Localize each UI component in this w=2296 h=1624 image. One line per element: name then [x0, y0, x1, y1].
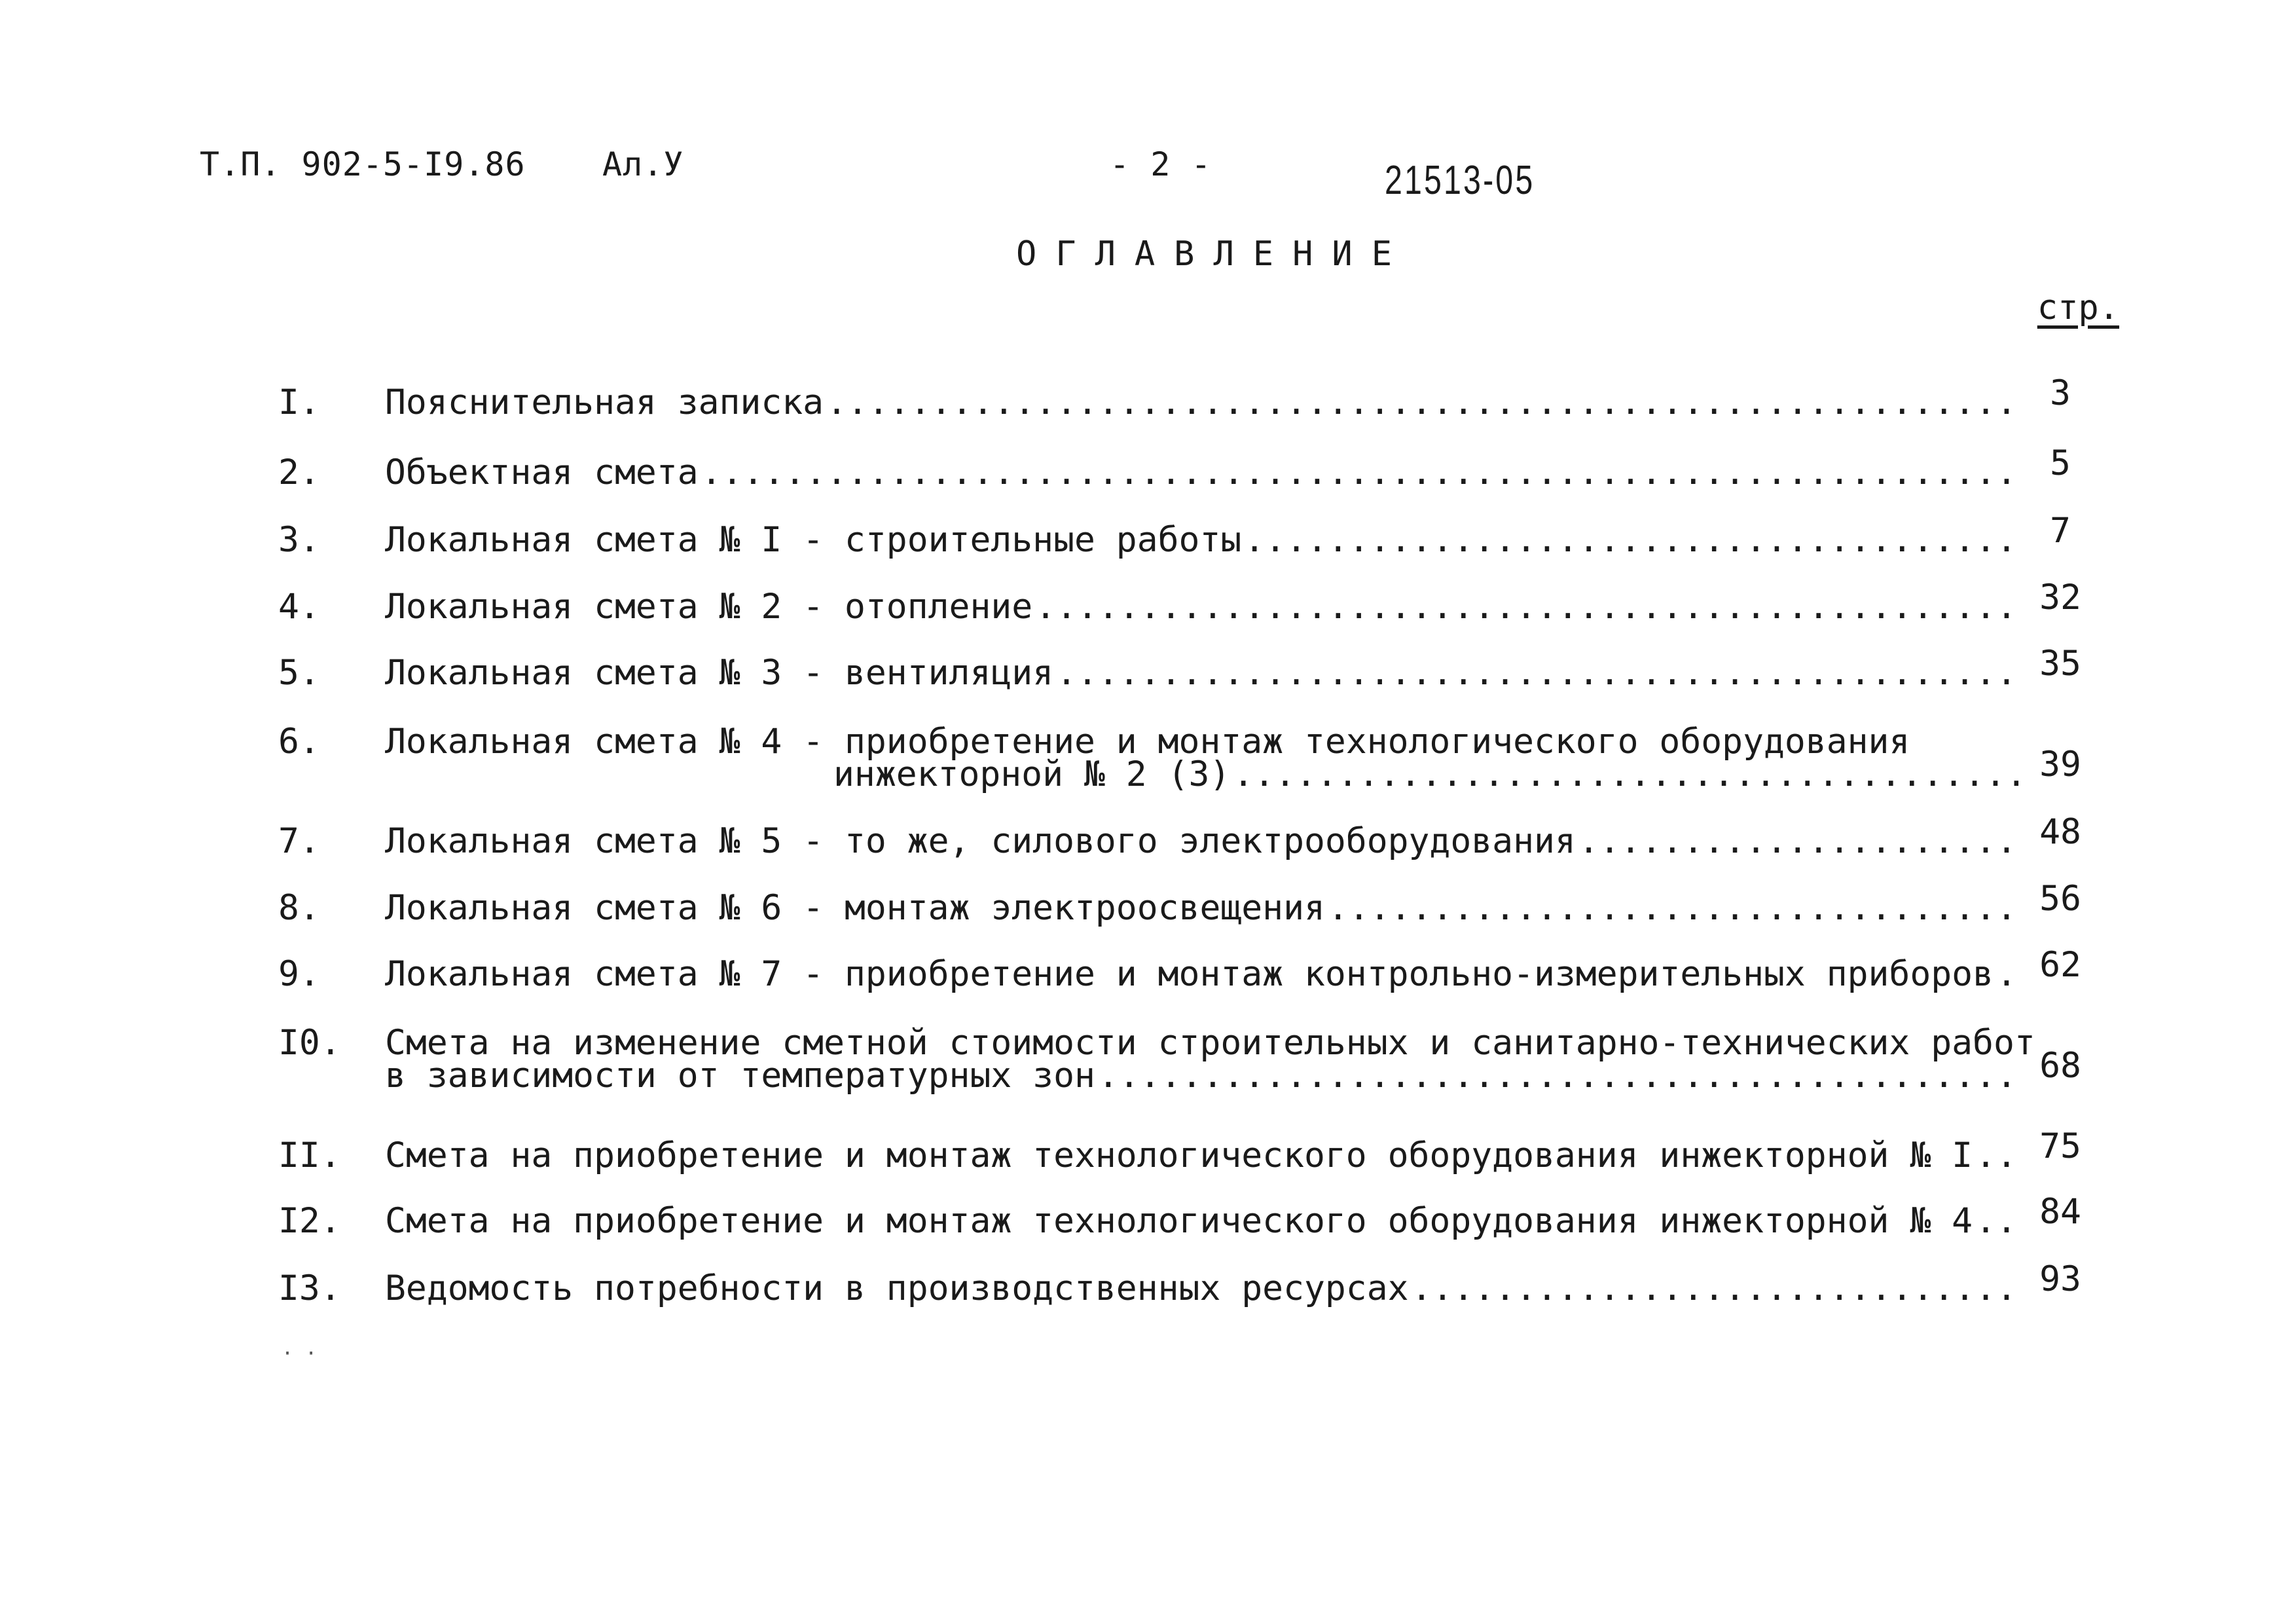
- toc-entry-title-line: [385, 821, 2018, 861]
- toc-entry-text: Локальная смета № 6 - монтаж электроосвещения: [385, 888, 1325, 928]
- toc-entry-title-line: [385, 1135, 2018, 1175]
- toc-entry-number: I3.: [278, 1268, 341, 1308]
- toc-entry-text: Локальная смета № I - строительные работы: [385, 520, 1242, 560]
- toc-entry-text: Пояснительная записка: [385, 382, 824, 422]
- dot-leader: [826, 386, 2018, 419]
- toc-entry-title-line: [385, 452, 2018, 492]
- toc-entry-page: 35: [2039, 644, 2081, 684]
- toc-entry-number: 2.: [278, 452, 320, 492]
- toc-entry-number: 8.: [278, 888, 320, 928]
- toc-entry-page: 7: [2050, 511, 2071, 551]
- toc-entry-title-line: [385, 587, 2018, 627]
- toc-entry-page: 48: [2039, 812, 2081, 852]
- toc-entry-page: 93: [2039, 1259, 2081, 1299]
- toc-entry-page: 68: [2039, 1046, 2081, 1086]
- dot-leader: [1975, 1205, 2018, 1238]
- toc-entry-text: Смета на приобретение и монтаж технологического оборудования инжекторной № 4: [385, 1201, 1973, 1241]
- toc-entry-page: 32: [2039, 578, 2081, 618]
- toc-entry-page: 3: [2050, 373, 2071, 413]
- toc-entry-text: Смета на приобретение и монтаж технологического оборудования инжекторной № I: [385, 1135, 1973, 1175]
- toc-entry-title-line: [385, 1201, 2018, 1241]
- toc-entry-number: 6.: [278, 722, 320, 762]
- toc-entry-number: I.: [278, 382, 320, 422]
- toc-entry-title: [385, 520, 2018, 560]
- toc-entry-title-line: [385, 888, 2018, 928]
- page-title: ОГЛАВЛЕНИЕ: [1015, 234, 1412, 274]
- toc-entry-title: [385, 1023, 2035, 1096]
- toc-entry-title-line: [385, 754, 2018, 794]
- toc-entry-number: 5.: [278, 653, 320, 693]
- toc-entry-number: 9.: [278, 954, 320, 994]
- dot-leader: [1244, 524, 2018, 557]
- toc-entry-number: 7.: [278, 821, 320, 861]
- toc-entry-number: I2.: [278, 1201, 341, 1241]
- toc-entry-text: в зависимости от температурных зон: [385, 1056, 1095, 1096]
- toc-entry-page: 5: [2050, 443, 2071, 483]
- toc-entry-title-line: [385, 382, 2018, 422]
- toc-entry-text: инжекторной № 2 (3): [833, 754, 1231, 794]
- toc-entry-text: Локальная смета № 4 - приобретение и монтаж технологического оборудования: [385, 722, 1910, 762]
- toc-entry-title-line: [385, 954, 2018, 994]
- toc-entry-title: [385, 821, 2018, 861]
- toc-entry-page: 75: [2039, 1126, 2081, 1166]
- toc-entry-page: 56: [2039, 879, 2081, 919]
- toc-entry-text: Ведомость потребности в производственных ресурсах: [385, 1268, 1409, 1308]
- toc-entry-title-line: [385, 722, 2018, 762]
- dot-leader: [1975, 1139, 2018, 1172]
- toc-entry-title: [385, 587, 2018, 627]
- archive-stamp: 21513-05: [1385, 158, 1535, 203]
- dot-leader: [1056, 657, 2018, 690]
- dot-leader: [1035, 591, 2018, 623]
- dot-leader: [1412, 1272, 2018, 1305]
- toc-entry-title-line: [385, 1268, 2018, 1308]
- toc-entry-title: [385, 1268, 2018, 1308]
- toc-entry-page: 84: [2039, 1192, 2081, 1232]
- toc-entry-title: [385, 722, 2018, 794]
- toc-entry-text: Локальная смета № 2 - отопление: [385, 587, 1033, 627]
- toc-entry-title: [385, 1135, 2018, 1175]
- toc-entry-number: I0.: [278, 1023, 341, 1063]
- toc-entry-text: Объектная смета: [385, 452, 699, 492]
- toc-entry-number: 4.: [278, 587, 320, 627]
- toc-entry-number: 3.: [278, 520, 320, 560]
- toc-entry-page: 62: [2039, 945, 2081, 985]
- toc-entry-title: [385, 452, 2018, 492]
- toc-entry-title-line: [385, 1023, 2035, 1063]
- toc-entry-title-line: [385, 653, 2018, 693]
- page-number: - 2 -: [1110, 145, 1212, 183]
- album-number: Ал.У: [602, 145, 684, 183]
- toc-entry-text: Локальная смета № 7 - приобретение и монтаж контрольно-измерительных приборов: [385, 954, 1994, 994]
- toc-entry-text: Локальная смета № 5 - то же, силового электрооборудования: [385, 821, 1576, 861]
- dot-leader: [1098, 1060, 2018, 1092]
- toc-entry-title: [385, 382, 2018, 422]
- toc-entry-title: [385, 888, 2018, 928]
- dot-leader: [1233, 758, 2018, 791]
- document-reference: Т.П. 902-5-I9.86: [200, 145, 526, 183]
- toc-entry-title-line: [385, 1056, 2018, 1096]
- toc-entry-page: 39: [2039, 745, 2081, 784]
- toc-entry-title-line: [385, 520, 2018, 560]
- dot-leader: [701, 456, 2018, 489]
- dot-leader: [1328, 892, 2018, 925]
- toc-entry-title: [385, 653, 2018, 693]
- scan-specks: · ·: [282, 1342, 318, 1365]
- page-column-label: стр.: [2037, 288, 2119, 327]
- toc-entry-title: [385, 954, 2018, 994]
- toc-entry-title: [385, 1201, 2018, 1241]
- toc-entry-text: Локальная смета № 3 - вентиляция: [385, 653, 1054, 693]
- toc-entry-number: II.: [278, 1135, 341, 1175]
- toc-entry-text: Смета на изменение сметной стоимости строительных и санитарно-технических работ: [385, 1023, 2035, 1063]
- dot-leader: [1578, 825, 2018, 858]
